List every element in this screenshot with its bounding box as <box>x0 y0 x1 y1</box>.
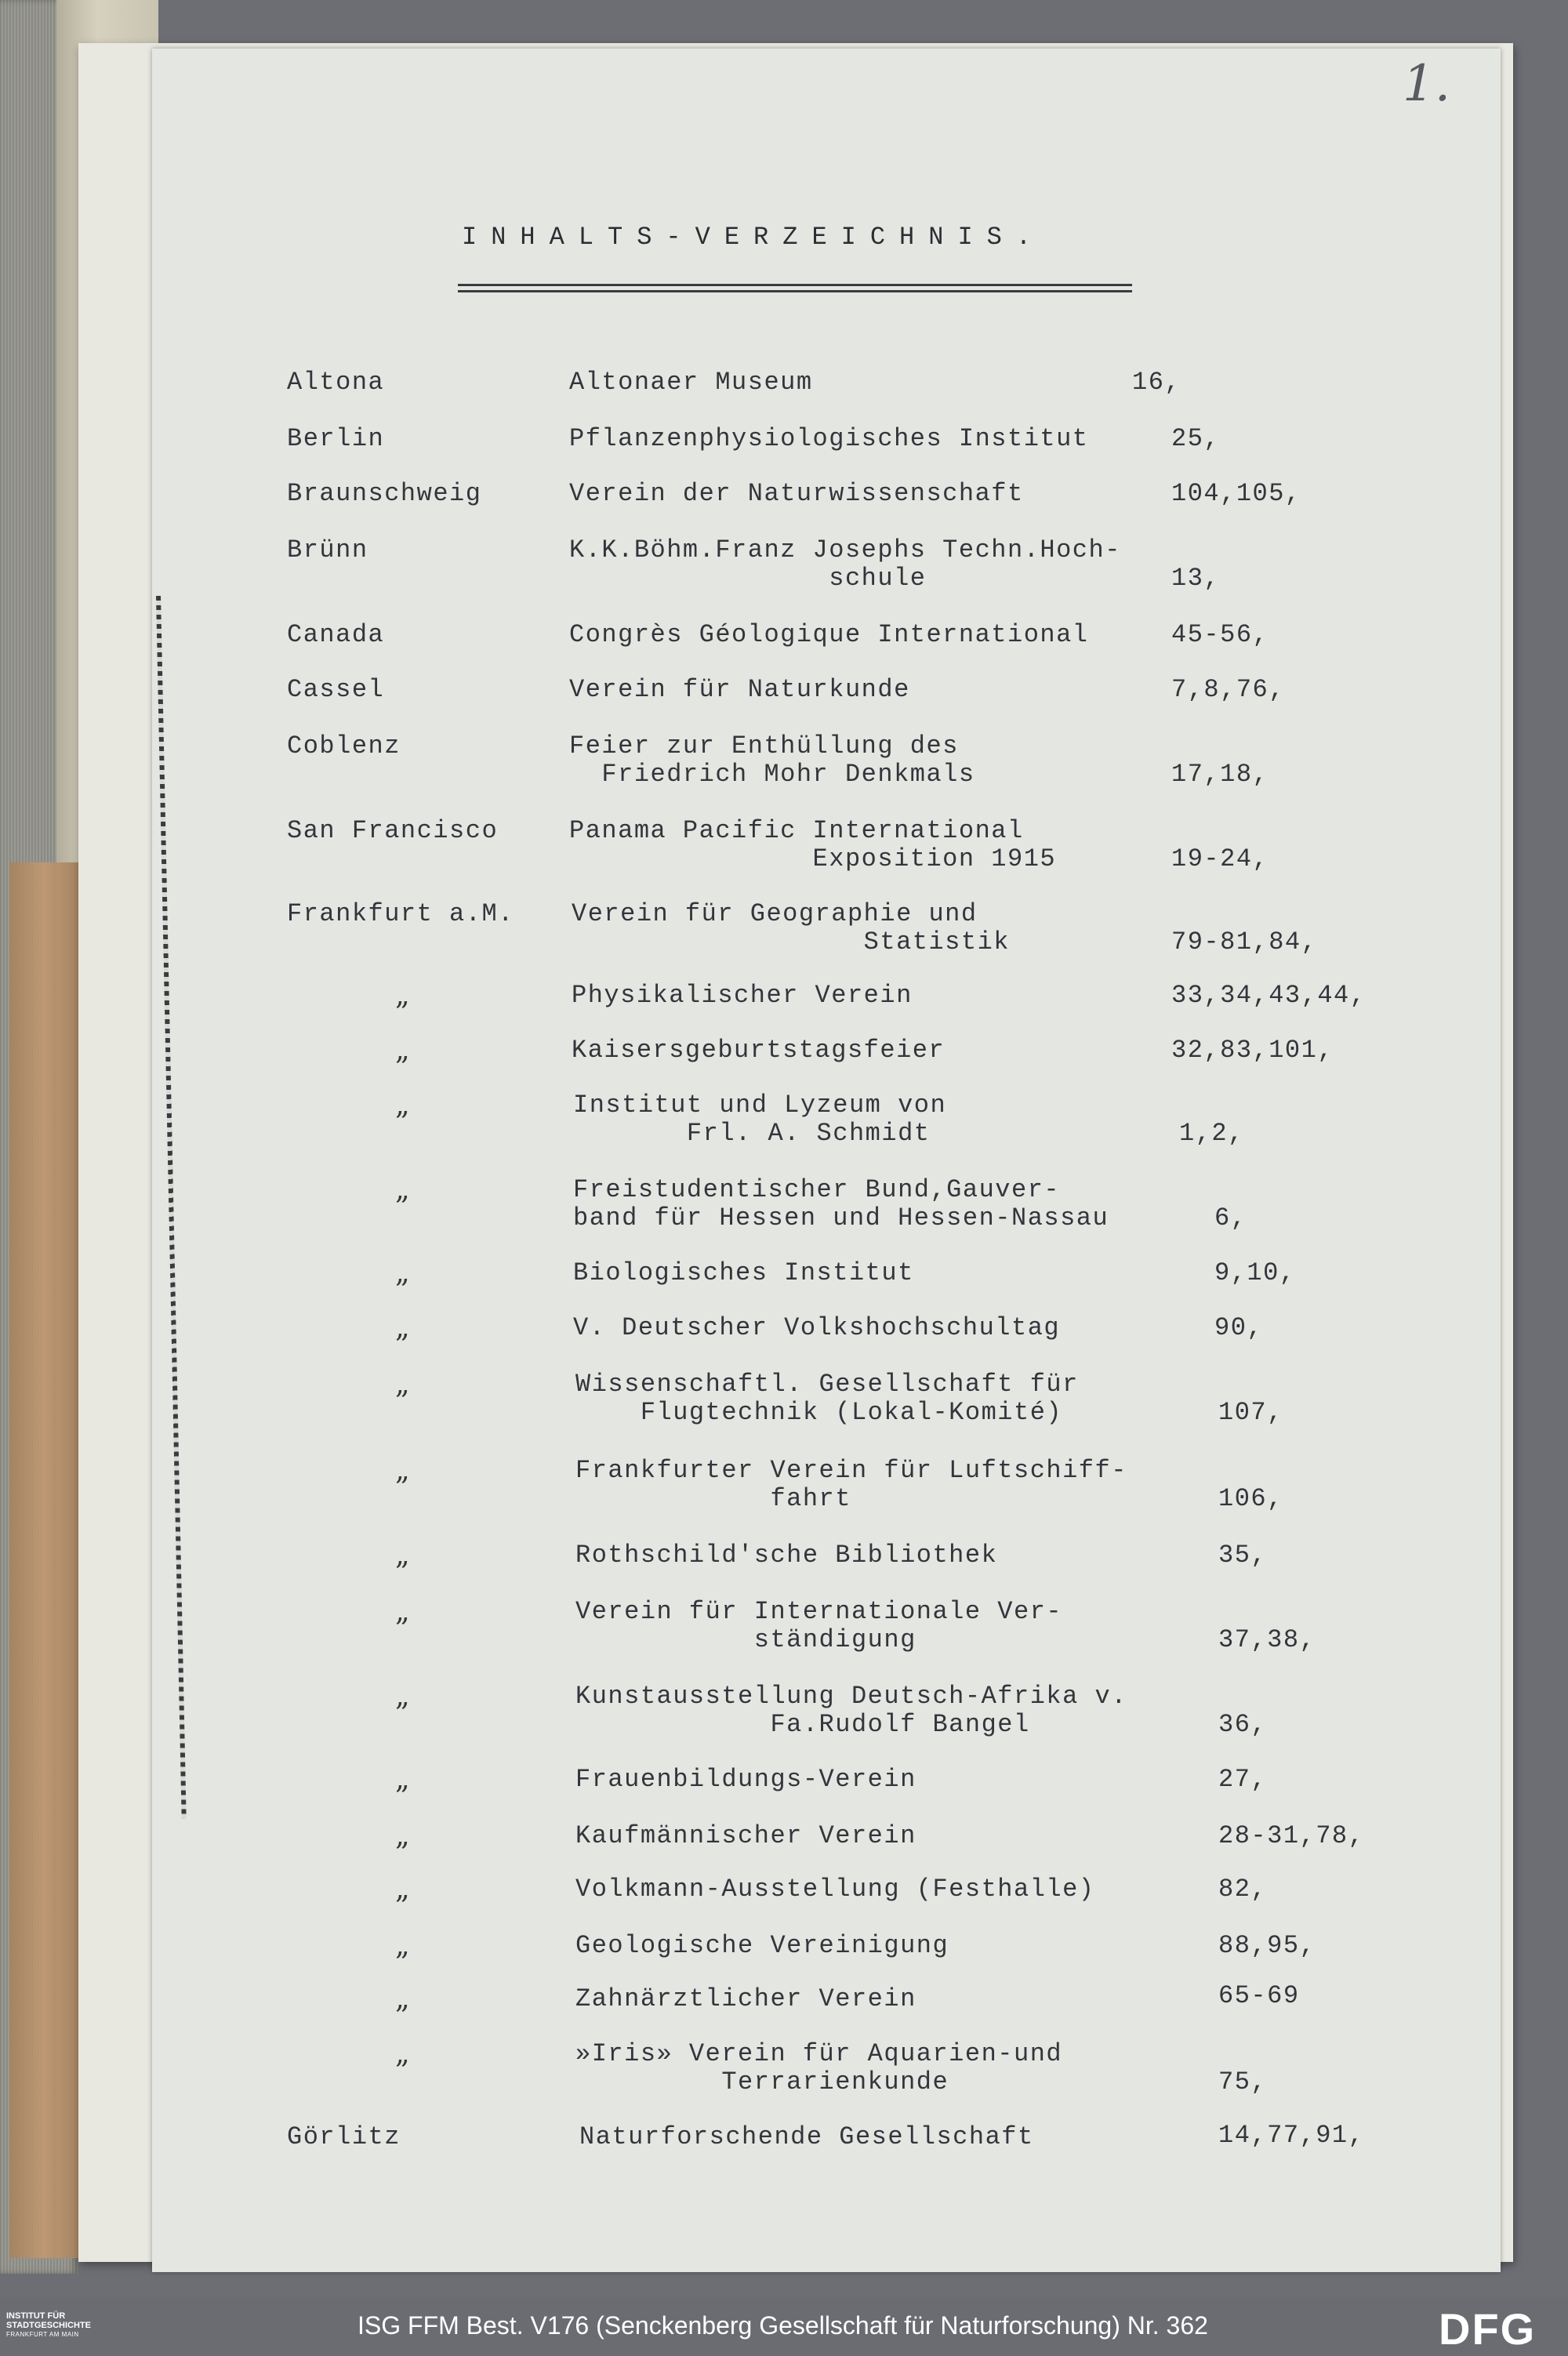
ditto-mark: „ <box>395 1454 412 1487</box>
entry-organization: Volkmann-Ausstellung (Festhalle) <box>575 1875 1095 1904</box>
entry-pages: 19-24, <box>1171 844 1269 873</box>
entry-organization: K.K.Böhm.Franz Josephs Techn.Hoch- schule <box>569 535 1121 593</box>
ditto-mark: „ <box>395 1820 412 1852</box>
index-entry <box>152 1454 1501 1535</box>
binder-cardboard-edge <box>9 862 80 2258</box>
entry-organization: Verein für Naturkunde <box>569 675 910 704</box>
ditto-mark: „ <box>395 1312 412 1344</box>
index-entry <box>152 1680 1501 1761</box>
entry-organization: Zahnärztlicher Verein <box>575 1984 916 2013</box>
entry-organization: Freistudentischer Bund,Gauver- band für Hessen und Hessen-Nassau <box>573 1175 1109 1232</box>
document-page <box>152 49 1501 2272</box>
entry-place: Brünn <box>287 535 368 564</box>
entry-pages: 104,105, <box>1171 479 1301 508</box>
index-entry <box>152 1176 1501 1254</box>
entry-organization: V. Deutscher Volkshochschultag <box>573 1313 1061 1342</box>
dfg-logo: DFG <box>1439 2304 1537 2354</box>
entry-organization: Geologische Vereinigung <box>575 1931 949 1960</box>
entry-pages: 79-81,84, <box>1171 928 1318 957</box>
ditto-mark: „ <box>395 1595 412 1628</box>
ditto-mark: „ <box>395 1089 412 1121</box>
entry-pages: 7,8,76, <box>1171 675 1285 704</box>
entry-place: Canada <box>287 620 385 649</box>
index-entry <box>152 1091 1501 1170</box>
entry-pages: 16, <box>1132 368 1181 397</box>
entry-pages: 33,34,43,44, <box>1171 981 1367 1010</box>
logo-line: INSTITUT FÜR <box>6 2311 66 2321</box>
ditto-mark: „ <box>395 1368 412 1400</box>
ditto-mark: „ <box>395 1873 412 1905</box>
entry-pages: 88,95, <box>1218 1931 1316 1960</box>
entry-pages: 27, <box>1218 1765 1268 1794</box>
entry-place: San Francisco <box>287 816 499 845</box>
ditto-mark: „ <box>395 1680 412 1712</box>
entry-organization: Verein der Naturwissenschaft <box>569 479 1024 508</box>
logo-subline: FRANKFURT AM MAIN <box>6 2331 79 2338</box>
entry-pages: 35, <box>1218 1541 1268 1570</box>
index-entry <box>152 732 1501 811</box>
entry-pages: 9,10, <box>1214 1258 1296 1287</box>
index-entry <box>152 2040 1501 2118</box>
entry-organization: Institut und Lyzeum von Frl. A. Schmidt <box>573 1091 947 1148</box>
entry-pages: 28-31,78, <box>1218 1821 1365 1850</box>
ditto-mark: „ <box>395 979 412 1011</box>
ditto-mark: „ <box>395 1034 412 1066</box>
entry-pages: 65-69 <box>1218 1981 1300 2010</box>
ditto-mark: „ <box>395 1174 412 1206</box>
ditto-mark: „ <box>395 2038 412 2070</box>
entry-pages: 45-56, <box>1171 620 1269 649</box>
archive-caption: ISG FFM Best. V176 (Senckenberg Gesellschaft für Naturforschung) Nr. 362 <box>358 2311 1208 2340</box>
entry-pages: 17,18, <box>1171 760 1269 789</box>
entry-place: Cassel <box>287 675 385 704</box>
entry-place: Frankfurt a.M. <box>287 899 514 928</box>
entry-pages: 32,83,101, <box>1171 1036 1334 1065</box>
entry-pages: 36, <box>1218 1710 1268 1739</box>
entry-place: Braunschweig <box>287 479 482 508</box>
entry-organization: Panama Pacific International Exposition 1915 <box>569 816 1057 873</box>
entry-pages: 90, <box>1214 1313 1264 1342</box>
entry-organization: Kaisersgeburtstagsfeier <box>572 1036 946 1065</box>
index-entries <box>152 49 1501 2272</box>
index-entry <box>152 900 1501 978</box>
entry-organization: Kaufmännischer Verein <box>575 1821 916 1850</box>
ditto-mark: „ <box>395 1257 412 1289</box>
index-entry <box>152 536 1501 615</box>
entry-pages: 14,77,91, <box>1218 2121 1365 2150</box>
entry-organization: Naturforschende Gesellschaft <box>579 2122 1034 2151</box>
entry-pages: 37,38, <box>1218 1625 1316 1654</box>
index-entry <box>152 817 1501 895</box>
entry-organization: Kunstausstellung Deutsch-Afrika v. Fa.Rudolf Bangel <box>575 1682 1127 1739</box>
index-entry <box>152 1370 1501 1449</box>
index-entry <box>152 2123 1501 2202</box>
index-entry <box>152 1595 1501 1676</box>
logo-line: STADTGESCHICHTE <box>6 2321 91 2330</box>
entry-organization: Rothschild'sche Bibliothek <box>575 1541 998 1570</box>
entry-place: Altona <box>287 368 385 397</box>
entry-organization: Altonaer Museum <box>569 368 813 397</box>
entry-pages: 25, <box>1171 424 1221 453</box>
institute-logo <box>6 2311 147 2340</box>
entry-place: Coblenz <box>287 731 401 761</box>
entry-organization: Frauenbildungs-Verein <box>575 1765 916 1794</box>
entry-pages: 13, <box>1171 564 1221 593</box>
entry-pages: 82, <box>1218 1875 1268 1904</box>
ditto-mark: „ <box>395 1539 412 1571</box>
entry-organization: Biologisches Institut <box>573 1258 914 1287</box>
entry-organization: Feier zur Enthüllung des Friedrich Mohr Denkmals <box>569 731 975 789</box>
entry-organization: Verein für Geographie und Statistik <box>572 899 1010 957</box>
entry-organization: Congrès Géologique International <box>569 620 1089 649</box>
entry-organization: Wissenschaftl. Gesellschaft für Flugtechnik (Lokal-Komité) <box>575 1370 1079 1427</box>
handwritten-page-number: 1. <box>1403 55 1451 113</box>
entry-place: Berlin <box>287 424 385 453</box>
entry-organization: Verein für Internationale Ver- ständigung <box>575 1597 1063 1654</box>
entry-organization: Pflanzenphysiologisches Institut <box>569 424 1089 453</box>
entry-pages: 6, <box>1214 1203 1247 1232</box>
entry-pages: 106, <box>1218 1484 1283 1513</box>
entry-organization: Frankfurter Verein für Luftschiff- fahrt <box>575 1456 1127 1513</box>
entry-pages: 107, <box>1218 1398 1283 1427</box>
entry-organization: Physikalischer Verein <box>572 981 913 1010</box>
document-title: INHALTS-VERZEICHNIS. <box>462 223 1046 252</box>
ditto-mark: „ <box>395 1763 412 1795</box>
footer-bar <box>0 2297 1568 2356</box>
entry-pages: 75, <box>1218 2067 1268 2096</box>
entry-place: Görlitz <box>287 2122 401 2151</box>
ditto-mark: „ <box>395 1929 412 1962</box>
entry-organization: »Iris» Verein für Aquarien-und Terrarienkunde <box>575 2039 1063 2096</box>
ditto-mark: „ <box>395 1983 412 2015</box>
entry-pages: 1,2, <box>1179 1119 1244 1148</box>
